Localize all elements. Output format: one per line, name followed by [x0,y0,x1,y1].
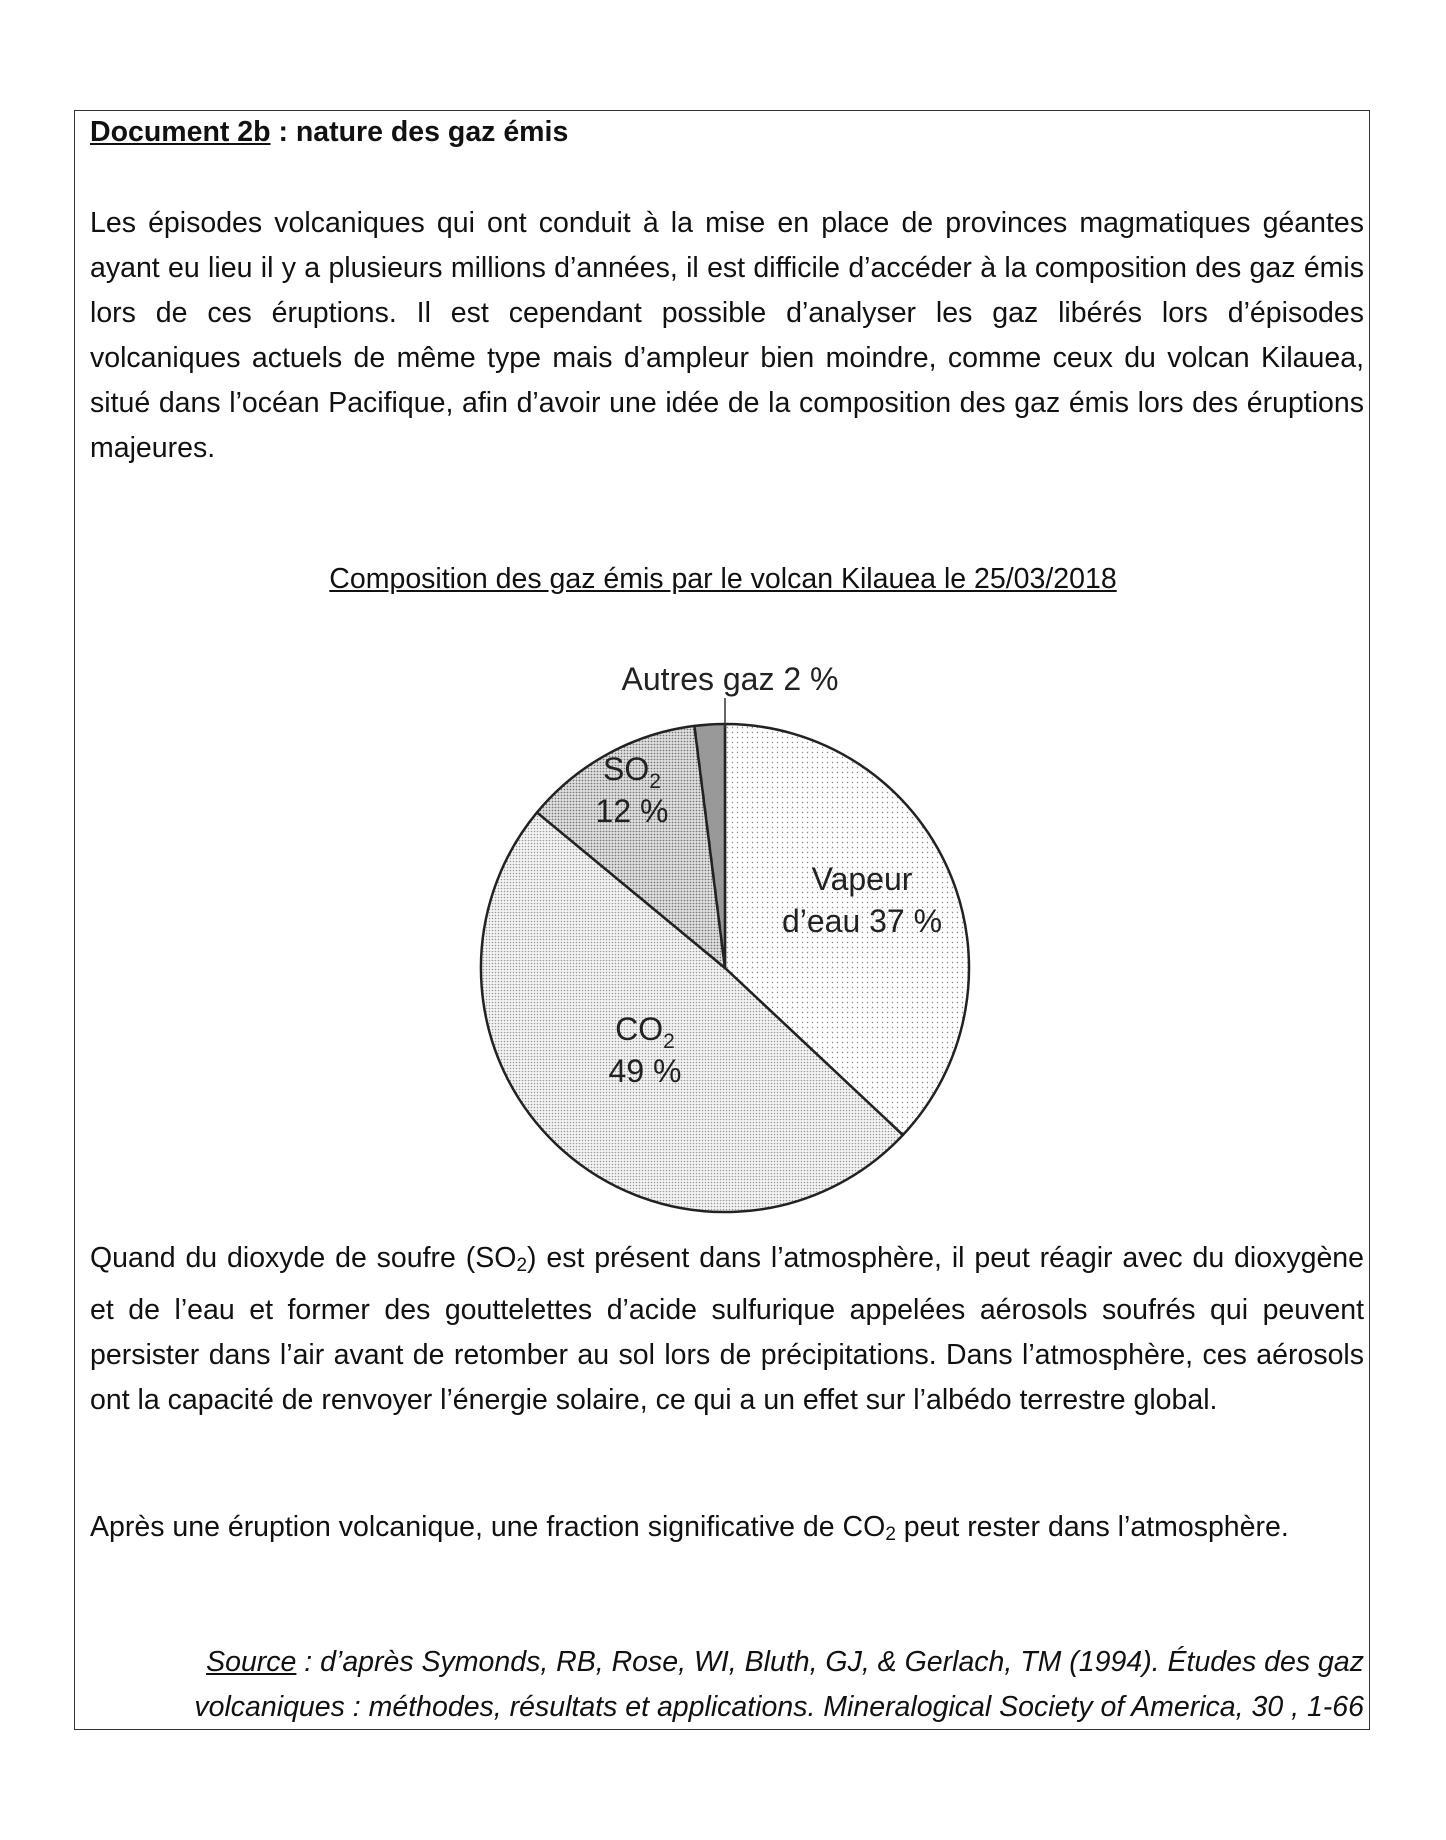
document-label: Document 2b [90,116,271,148]
so2-paragraph-part2: ) est présent dans l’atmosphère, il peut réagir avec du dioxygène et de l’eau et former des gouttelettes d’acide sulfurique appelées aérosols soufrés qui peuvent persister dans l’air avant de retomber au sol lors de précipitations. Dans l’atmosphère, ces aérosols ont la capacité de renvoyer l’énergie solaire, ce qui a un effet sur l’albédo terrestre global. [90,1242,1364,1416]
source-label: Source [206,1646,297,1678]
label-vapeur-line2: d’eau 37 % [781,903,943,939]
pie-chart [470,650,990,1230]
intro-paragraph: Les épisodes volcaniques qui ont conduit à la mise en place de provinces magmatiques géantes ayant eu lieu il y a plusieurs millions d’années, il est difficile d’accéder à la composition des gaz émis lors de ces éruptions. Il est cependant possible d’analyser les gaz libérés lors d’épisodes volcaniques actuels de même type mais d’ampleur bien moindre, comme ceux du volcan Kilauea, situé dans l’océan Pacifique, afin d’avoir une idée de la composition des gaz émis lors des éruptions majeures. [90,207,1364,464]
so2-paragraph-block [90,1236,1364,1423]
co2-paragraph-block [90,1505,1364,1557]
pie-slices [481,724,969,1212]
source-text: : d’après Symonds, RB, Rose, WI, Bluth, GJ, & Gerlach, TM (1994). Études des gaz volcaniques : méthodes, résultats et applications. Mineralogical Society of America, 30 , 1-66 [194,1646,1364,1723]
chart-title-text: Composition des gaz émis par le volcan Kilauea le 25/03/2018 [329,563,1117,595]
document-subject: : nature des gaz émis [270,116,569,148]
so2-paragraph-part1: Quand du dioxyde de soufre (SO [90,1242,517,1274]
label-autres-gaz: Autres gaz 2 % [621,661,839,697]
so2-paragraph-subscript: 2 [516,1255,528,1276]
co2-paragraph-subscript: 2 [885,1524,896,1545]
label-so2-sub: 2 [649,770,661,793]
intro-paragraph-block [90,201,1364,471]
document-title [90,116,568,149]
label-so2-main: SO [603,751,650,787]
so2-paragraph [90,1236,1364,1423]
co2-paragraph-part1: Après une éruption volcanique, une fraction significative de CO [90,1511,886,1543]
source-citation [120,1640,1364,1730]
chart-title [0,563,1446,596]
label-vapeur-line1: Vapeur [811,861,913,897]
label-co2-line2: 49 % [608,1053,682,1089]
label-co2-main: CO [615,1011,664,1047]
co2-paragraph [90,1505,1364,1557]
label-co2-sub: 2 [663,1030,675,1053]
co2-paragraph-part2: peut rester dans l’atmosphère. [895,1511,1289,1543]
label-so2-line2: 12 % [595,793,669,829]
